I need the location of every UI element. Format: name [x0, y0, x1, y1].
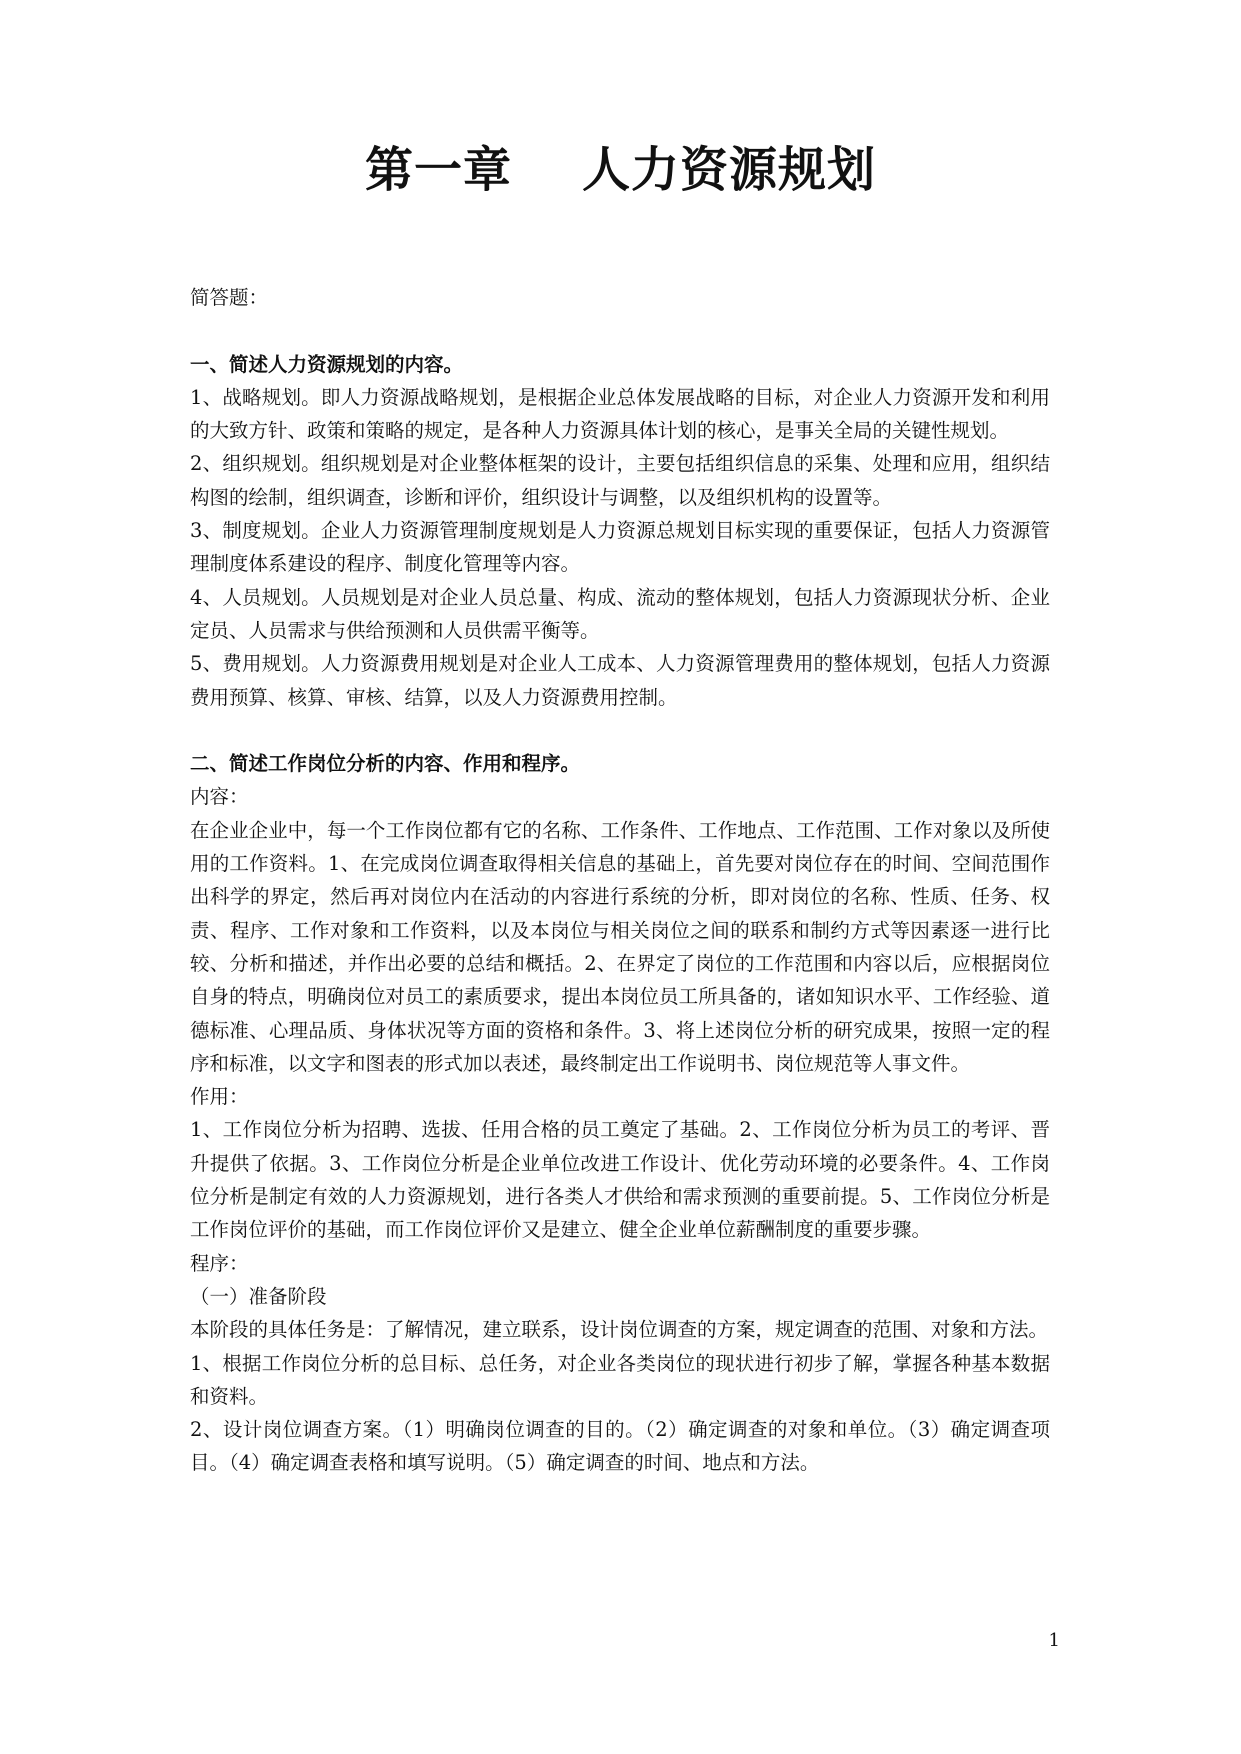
paragraph: 5、费用规划。人力资源费用规划是对企业人工成本、人力资源管理费用的整体规划，包括人力资源费用预算、核算、审核、结算，以及人力资源费用控制。 — [190, 652, 1050, 709]
subheading-procedure: 程序： — [190, 1251, 249, 1275]
paragraph: 1、战略规划。即人力资源战略规划，是根据企业总体发展战略的目标，对企业人力资源开发和利用的大致方针、政策和策略的规定，是各种人力资源具体计划的核心，是事关全局的关键性规划。 — [190, 385, 1050, 443]
paragraph: 1、工作岗位分析为招聘、选拔、任用合格的员工奠定了基础。2、工作岗位分析为员工的考评、晋升提供了依据。3、工作岗位分析是企业单位改进工作设计、优化劳动环境的必要条件。4、工作岗位分析是制定有效的人力资源规划，进行各类人才供给和需求预测的重要前提。5、工作岗位分析是工作岗位评价的基础，而工作岗位评价又是建立、健全企业单位薪酬制度的重要步骤。 — [190, 1118, 1050, 1242]
paragraph: 2、组织规划。组织规划是对企业整体框架的设计，主要包括组织信息的采集、处理和应用，组织结构图的绘制，组织调查，诊断和评价，组织设计与调整，以及组织机构的设置等。 — [190, 452, 1050, 509]
page-title — [0, 138, 1241, 202]
paragraph: 1、根据工作岗位分析的总目标、总任务，对企业各类岗位的现状进行初步了解，掌握各种基本数据和资料。 — [190, 1351, 1050, 1408]
blank-line — [190, 314, 1050, 347]
paragraph: 3、制度规划。企业人力资源管理制度规划是人力资源总规划目标实现的重要保证，包括人力资源管理制度体系建设的程序、制度化管理等内容。 — [190, 519, 1050, 576]
blank-line — [190, 714, 1050, 747]
section-heading: 一、简述人力资源规划的内容。 — [190, 352, 464, 376]
document-body — [190, 281, 1050, 1480]
chapter-number: 第一章 — [364, 142, 512, 198]
paragraph: 本阶段的具体任务是：了解情况，建立联系，设计岗位调查的方案，规定调查的范围、对象和方法。 — [190, 1318, 1049, 1342]
subheading-content: 内容： — [190, 785, 249, 809]
page-number: 1 — [1048, 1630, 1060, 1651]
stage-heading: （一）准备阶段 — [190, 1284, 327, 1308]
chapter-name: 人力资源规划 — [582, 142, 877, 198]
subheading-function: 作用： — [190, 1085, 249, 1109]
paragraph: 2、设计岗位调查方案。（1）明确岗位调查的目的。（2）确定调查的对象和单位。（3）确定调查项目。（4）确定调查表格和填写说明。（5）确定调查的时间、地点和方法。 — [190, 1418, 1050, 1475]
section-heading: 二、简述工作岗位分析的内容、作用和程序。 — [190, 752, 581, 776]
paragraph: 在企业企业中，每一个工作岗位都有它的名称、工作条件、工作地点、工作范围、工作对象以及所使用的工作资料。1、在完成岗位调查取得相关信息的基础上，首先要对岗位存在的时间、空间范围作出科学的界定，然后再对岗位内在活动的内容进行系统的分析，即对岗位的名称、性质、任务、权责、程序、工作对象和工作资料，以及本岗位与相关岗位之间的联系和制约方式等因素逐一进行比较、分析和描述，并作出必要的总结和概括。2、在界定了岗位的工作范围和内容以后，应根据岗位自身的特点，明确岗位对员工的素质要求，提出本岗位员工所具备的，诸如知识水平、工作经验、道德标准、心理品质、身体状况等方面的资格和条件。3、将上述岗位分析的研究成果，按照一定的程序和标准，以文字和图表的形式加以表述，最终制定出工作说明书、岗位规范等人事文件。 — [190, 818, 1050, 1075]
paragraph: 4、人员规划。人员规划是对企业人员总量、构成、流动的整体规划，包括人力资源现状分析、企业定员、人员需求与供给预测和人员供需平衡等。 — [190, 585, 1050, 642]
intro-label: 简答题： — [190, 286, 269, 309]
